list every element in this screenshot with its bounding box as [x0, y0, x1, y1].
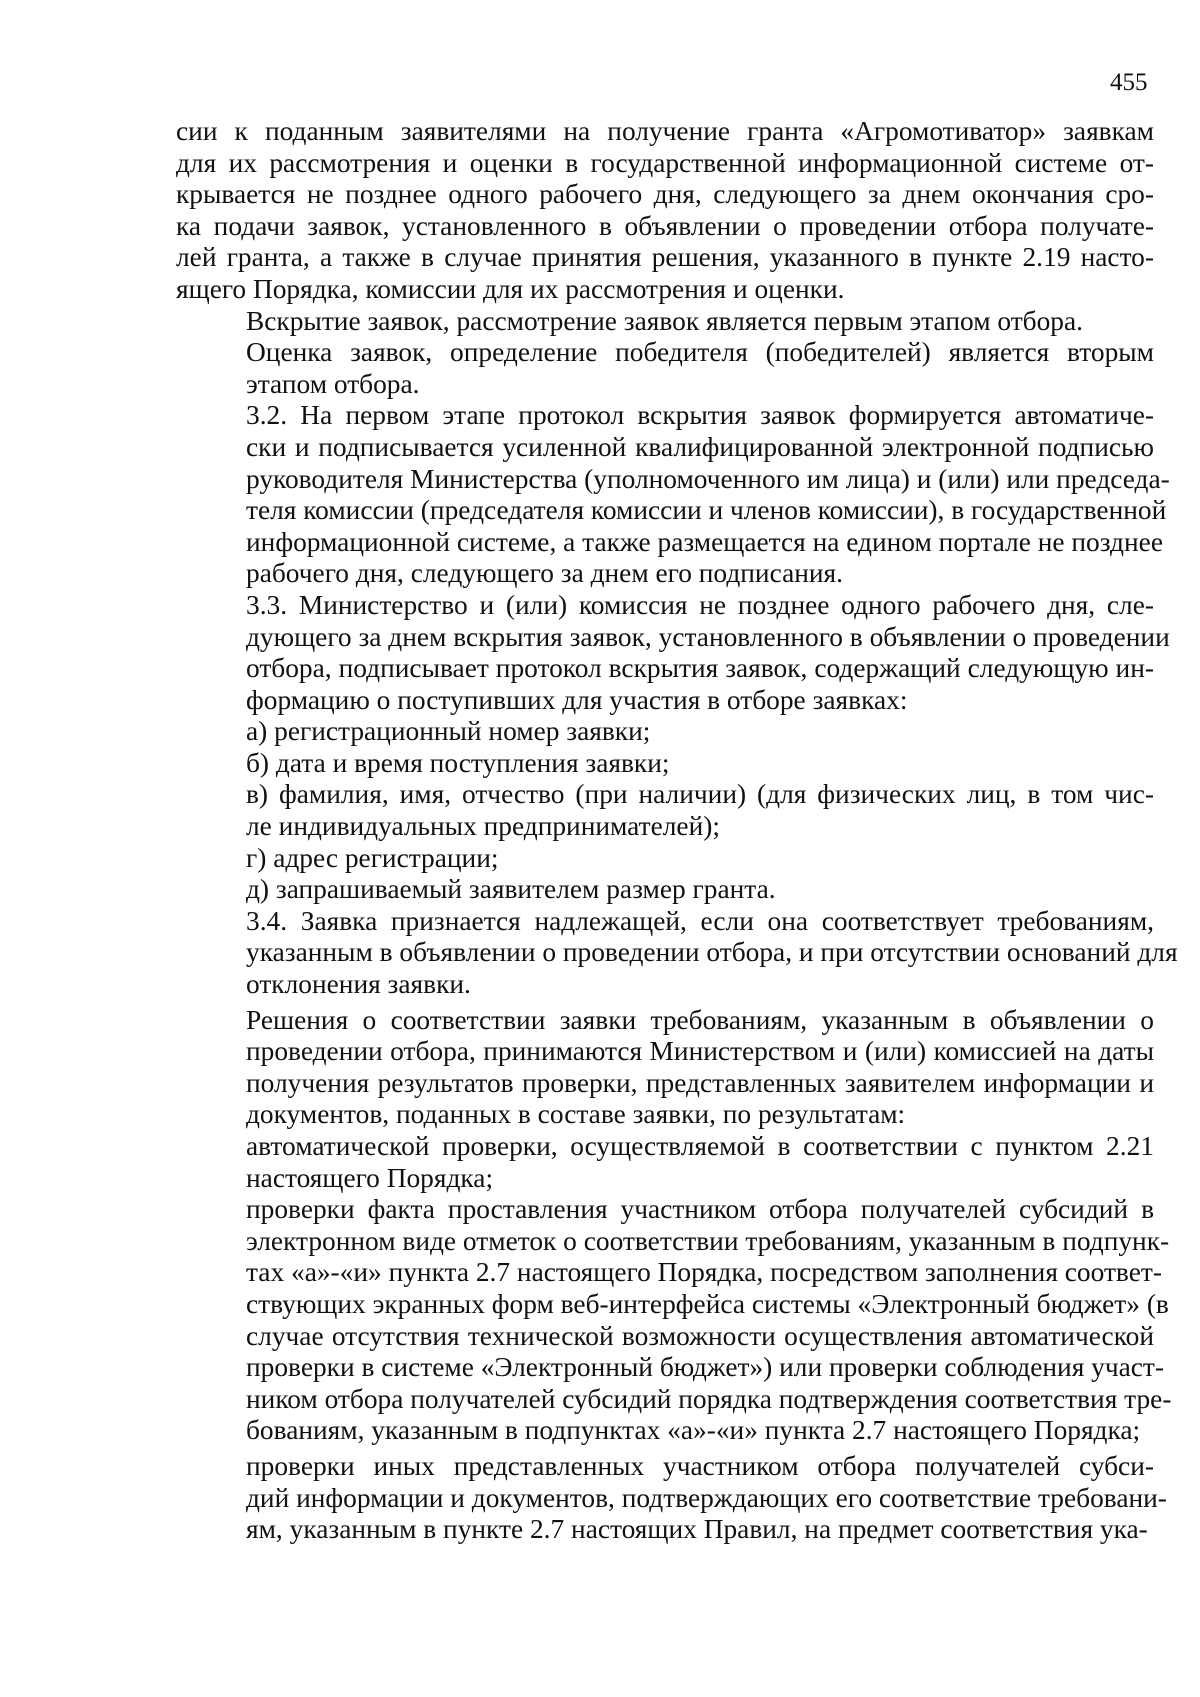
text-line: ящего Порядка, комиссии для их рассмотрения и оценки. [176, 273, 845, 304]
paragraph [176, 337, 1154, 400]
text-line: крывается не позднее одного рабочего дня, следующего за днем окончания сро- [176, 179, 1154, 210]
paragraph [176, 748, 1154, 780]
text-line: 3.2. На первом этапе протокол вскрытия заявок формируется автоматиче- [246, 400, 1154, 431]
text-line: 3.3. Министерство и (или) комиссия не позднее одного рабочего дня, сле- [246, 589, 1154, 620]
paragraph [176, 400, 1170, 590]
paragraph [176, 716, 1154, 748]
paragraph [176, 905, 1178, 1001]
text-line: настоящего Порядка; [246, 1162, 494, 1193]
text-line: этапом отбора. [246, 368, 420, 399]
paragraph [176, 1005, 1154, 1131]
text-line: рабочего дня, следующего за днем его подписания. [246, 558, 843, 589]
text-line: руководителя Министерства (уполномоченного им лица) и (или) или председа- [246, 463, 1170, 494]
text-line: документов, поданных в составе заявки, по результатам: [246, 1099, 906, 1130]
text-line: отклонения заявки. [246, 969, 471, 1000]
paragraph [176, 1450, 1167, 1546]
text-line: дующего за днем вскрытия заявок, установленного в объявлении о проведении [246, 621, 1170, 652]
paragraph [176, 843, 1154, 875]
text-line: ствующих экранных форм веб-интерфейса системы «Электронный бюджет» (в [246, 1288, 1169, 1319]
paragraph [176, 589, 1170, 716]
text-line: сии к поданным заявителями на получение гранта «Агромотиватор» заявкам [176, 116, 1154, 146]
paragraph [176, 1131, 1154, 1194]
text-line: для их рассмотрения и оценки в государственной информационной системе от- [176, 147, 1154, 178]
text-line: д) запрашиваемый заявителем размер гранта. [246, 874, 776, 905]
paragraph [176, 874, 1154, 906]
text-line: тах «а»-«и» пункта 2.7 настоящего Порядка, посредством заполнения соответ- [246, 1257, 1162, 1288]
text-line: формацию о поступивших для участия в отборе заявках: [246, 684, 908, 715]
text-line: 3.4. Заявка признается надлежащей, если она соответствует требованиям, [246, 905, 1154, 936]
text-line: автоматической проверки, осуществляемой в соответствии с пунктом 2.21 [246, 1131, 1154, 1161]
text-line: ка подачи заявок, установленного в объявлении о проведении отбора получате- [176, 210, 1154, 241]
text-line: дий информации и документов, подтверждающих его соответствие требовани- [246, 1482, 1167, 1513]
text-line: ски и подписывается усиленной квалифицированной электронной подписью [246, 431, 1154, 462]
text-line: Решения о соответствии заявки требованиям, указанным в объявлении о [246, 1004, 1154, 1035]
document-body [176, 116, 1178, 1546]
text-line: проверки факта проставления участником отбора получателей субсидий в [246, 1194, 1154, 1225]
page-number: 455 [1110, 69, 1148, 96]
text-line: в) фамилия, имя, отчество (при наличии) (для физических лиц, в том чис- [246, 779, 1154, 810]
text-line: б) дата и время поступления заявки; [246, 747, 670, 778]
paragraph [176, 116, 1154, 306]
text-line: проверки в системе «Электронный бюджет») или проверки соблюдения участ- [246, 1352, 1165, 1383]
text-line: теля комиссии (председателя комиссии и членов комиссии), в государственной [246, 495, 1167, 526]
text-line: бованиям, указанным в подпунктах «а»-«и» пункта 2.7 настоящего Порядка; [246, 1415, 1141, 1446]
text-line: указанным в объявлении о проведении отбора, и при отсутствии оснований для [246, 937, 1178, 968]
text-line: проверки иных представленных участником отбора получателей субси- [246, 1450, 1154, 1481]
text-line: ником отбора получателей субсидий порядка подтверждения соответствия тре- [246, 1383, 1172, 1414]
text-line: электронном виде отметок о соответствии требованиям, указанным в подпунк- [246, 1225, 1170, 1256]
text-line: проведении отбора, принимаются Министерством и (или) комиссией на даты [246, 1036, 1154, 1067]
paragraph [176, 779, 1154, 842]
text-line: информационной системе, а также размещается на едином портале не позднее [246, 526, 1163, 557]
paragraph [176, 1194, 1172, 1447]
text-line: Вскрытие заявок, рассмотрение заявок является первым этапом отбора. [246, 305, 1084, 336]
text-line: лей гранта, а также в случае принятия решения, указанного в пункте 2.19 насто- [176, 242, 1154, 273]
text-line: а) регистрационный номер заявки; [246, 716, 651, 747]
paragraph [176, 306, 1154, 338]
text-line: случае отсутствия технической возможности осуществления автоматической [246, 1320, 1154, 1351]
text-line: Оценка заявок, определение победителя (победителей) является вторым [246, 337, 1154, 368]
text-line: ям, указанным в пункте 2.7 настоящих Правил, на предмет соответствия ука- [246, 1514, 1148, 1545]
text-line: г) адрес регистрации; [246, 842, 499, 873]
text-line: получения результатов проверки, представленных заявителем информации и [246, 1067, 1154, 1098]
text-line: отбора, подписывает протокол вскрытия заявок, содержащий следующую ин- [246, 653, 1154, 684]
text-line: ле индивидуальных предпринимателей); [246, 811, 720, 842]
